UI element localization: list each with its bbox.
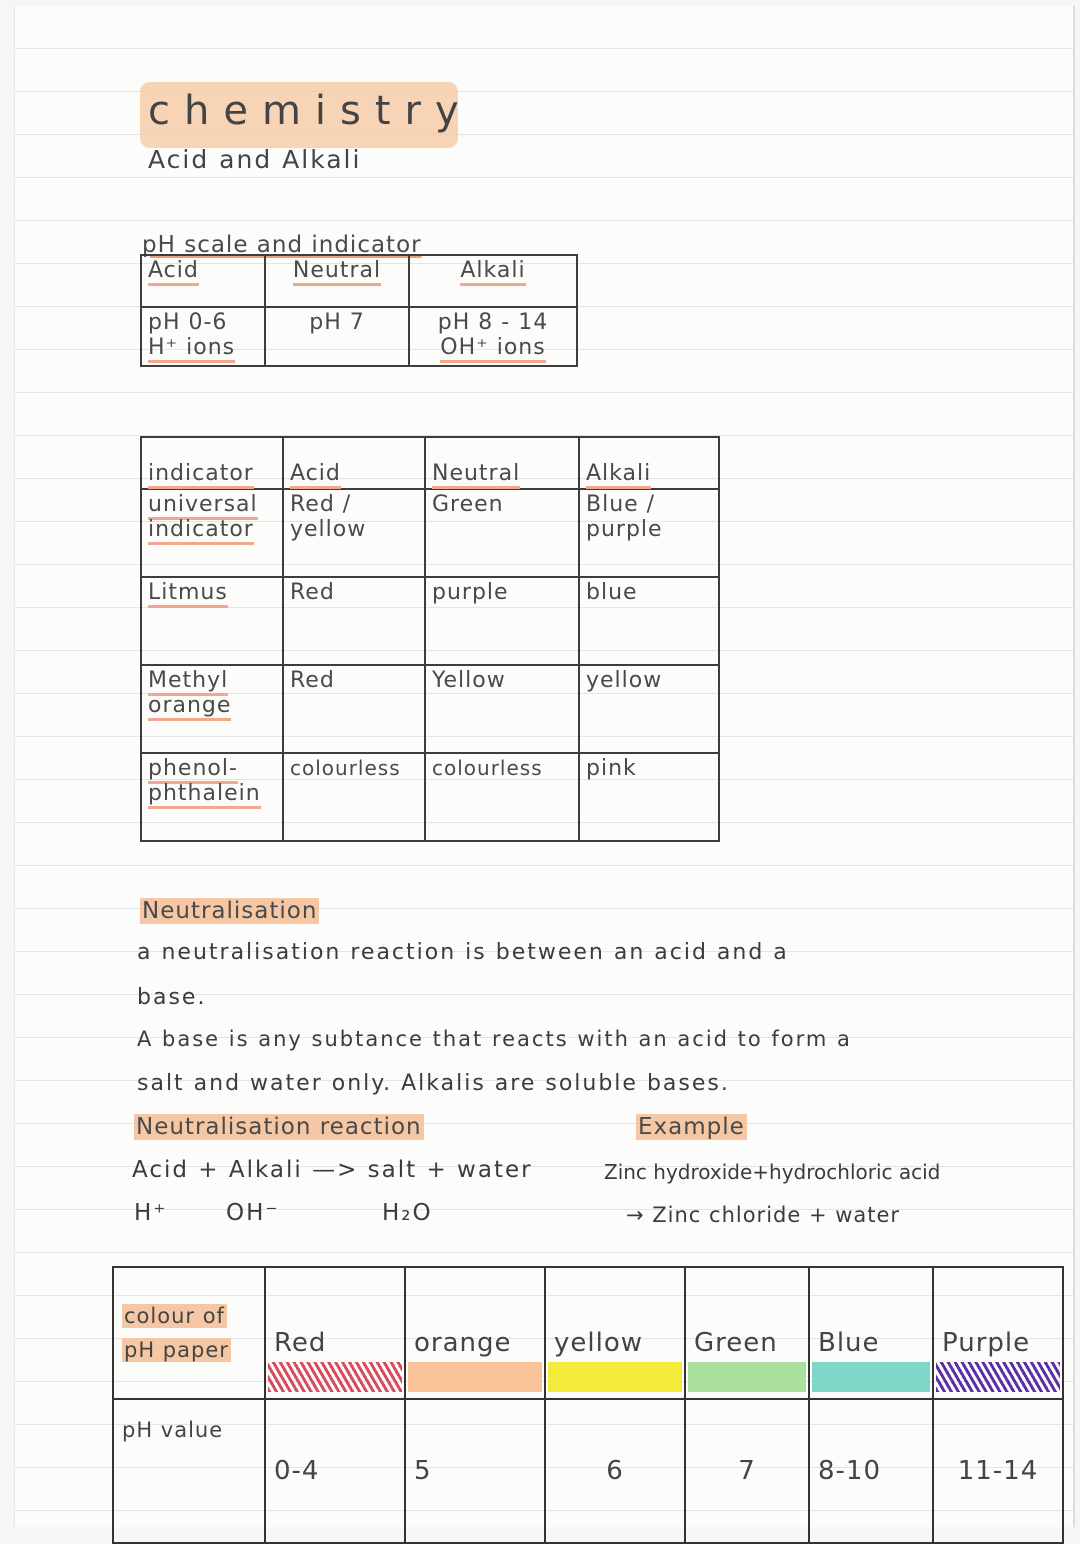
ph-colour-red: Red — [265, 1267, 405, 1399]
ind-row-litmus-neutral: purple — [425, 577, 579, 665]
ind-row-universal-neutral: Green — [425, 489, 579, 577]
ind-row-litmus-alkali: blue — [579, 577, 719, 665]
reaction-heading: Neutralisation reaction — [136, 1114, 422, 1140]
ph-cell-alkali: pH 8 - 14 OH⁺ ions — [409, 307, 577, 366]
ph-value-blue: 8-10 — [809, 1399, 933, 1543]
purple-swatch — [936, 1362, 1060, 1392]
ind-header-indicator: indicator — [141, 437, 283, 489]
neutralisation-text-2: base. — [137, 985, 207, 1010]
ph-value-red: 0-4 — [265, 1399, 405, 1543]
green-swatch — [688, 1362, 806, 1392]
ind-row-phenol-acid: colourless — [283, 753, 425, 841]
indicator-table — [140, 436, 720, 842]
ind-row-universal-name: universal indicator — [141, 489, 283, 577]
ph-colour-blue: Blue — [809, 1267, 933, 1399]
reaction-equation: Acid + Alkali —> salt + water — [132, 1157, 533, 1183]
red-swatch — [268, 1362, 402, 1392]
neutralisation-text-3: A base is any subtance that reacts with an acid to form a — [137, 1027, 852, 1051]
ph-header-acid: Acid — [141, 255, 265, 307]
ind-row-litmus-name: Litmus — [141, 577, 283, 665]
ion-h: H⁺ — [134, 1200, 168, 1226]
ion-oh: OH⁻ — [226, 1200, 280, 1226]
page-title: chemistry — [148, 88, 473, 134]
ind-row-phenol-alkali: pink — [579, 753, 719, 841]
orange-swatch — [408, 1362, 542, 1392]
ph-header-neutral: Neutral — [265, 255, 409, 307]
ph-value-yellow: 6 — [545, 1399, 685, 1543]
neutralisation-text-4: salt and water only. Alkalis are soluble bases. — [137, 1071, 730, 1096]
yellow-swatch — [548, 1362, 682, 1392]
ph-colour-yellow: yellow — [545, 1267, 685, 1399]
ph-value-orange: 5 — [405, 1399, 545, 1543]
example-line-2: → Zinc chloride + water — [626, 1203, 901, 1227]
example-line-1: Zinc hydroxide+hydrochloric acid — [604, 1160, 941, 1184]
ind-row-methyl-alkali: yellow — [579, 665, 719, 753]
ion-h2o: H₂O — [382, 1200, 433, 1226]
ind-header-alkali: Alkali — [579, 437, 719, 489]
example-heading: Example — [638, 1114, 745, 1140]
ind-row-universal-acid: Red / yellow — [283, 489, 425, 577]
ind-row-phenol-neutral: colourless — [425, 753, 579, 841]
ind-row-universal-alkali: Blue / purple — [579, 489, 719, 577]
ind-header-acid: Acid — [283, 437, 425, 489]
ind-row-phenol-name: phenol-phthalein — [141, 753, 283, 841]
ph-cell-acid: pH 0-6 H⁺ ions — [141, 307, 265, 366]
ind-row-methyl-name: Methyl orange — [141, 665, 283, 753]
ph-value-purple: 11-14 — [933, 1399, 1063, 1543]
ind-header-neutral: Neutral — [425, 437, 579, 489]
ind-row-litmus-acid: Red — [283, 577, 425, 665]
ind-row-methyl-acid: Red — [283, 665, 425, 753]
ph-paper-table — [112, 1266, 1064, 1544]
page-subtitle: Acid and Alkali — [148, 145, 362, 174]
ph-value-green: 7 — [685, 1399, 809, 1543]
ind-row-methyl-neutral: Yellow — [425, 665, 579, 753]
ph-colour-orange: orange — [405, 1267, 545, 1399]
ph-scale-heading: pH scale and indicator — [142, 232, 422, 258]
ph-value-label: pH value — [113, 1399, 265, 1543]
ph-cell-neutral: pH 7 — [265, 307, 409, 366]
ph-paper-label: colour of pH paper — [113, 1267, 265, 1399]
ph-header-alkali: Alkali — [409, 255, 577, 307]
neutralisation-text-1: a neutralisation reaction is between an acid and a — [137, 940, 789, 965]
ph-scale-table — [140, 254, 578, 367]
neutralisation-heading: Neutralisation — [142, 898, 318, 924]
ph-colour-purple: Purple — [933, 1267, 1063, 1399]
ph-colour-green: Green — [685, 1267, 809, 1399]
blue-swatch — [812, 1362, 930, 1392]
